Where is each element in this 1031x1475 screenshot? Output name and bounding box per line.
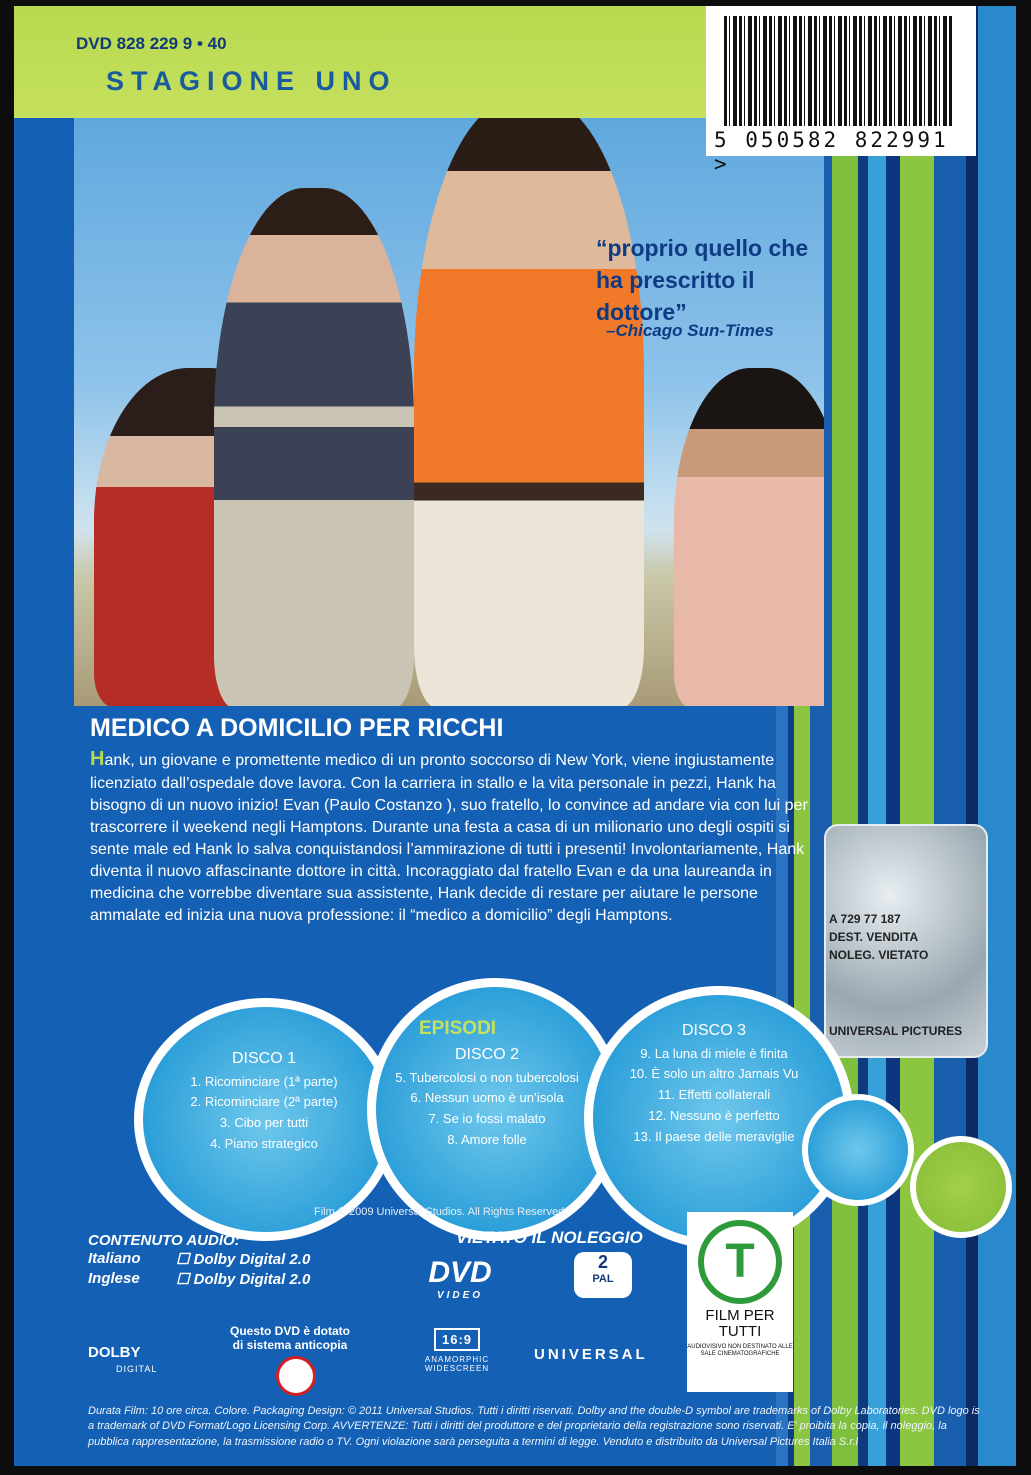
review-quote: “proprio quello che ha prescritto il dottore”	[596, 235, 809, 326]
universal-logo: UNIVERSAL	[534, 1346, 648, 1363]
audio-format: ☐ Dolby Digital 2.0	[176, 1251, 311, 1268]
region-number: 2	[597, 1252, 608, 1272]
hologram-line: DEST. VENDITA	[829, 930, 919, 944]
episode-item: 5. Tubercolosi o non tubercolosi	[395, 1069, 579, 1085]
episode-item: 1. Ricominciare (1ª parte)	[190, 1073, 338, 1089]
audio-language: Italiano	[88, 1250, 141, 1267]
synopsis-body: ank, un giovane e promettente medico di un pronto soccorso di New York, viene ingiustamente licenziato dall’ospedale dove lavora. Con la carriera in stallo e la vita personale in pezzi, Hank ha bisogno di un nuovo inizio! Evan (Paulo Costanzo ), suo fratello, lo convince ad andare via con lui per trascorrere il weekend negli Hamptons. Durante una festa a casa di un milionario uno degli ospiti si sente male ed Hank lo salva conquistandosi l’ammirazione di tutti i presenti! Involontariamente, Hank diventa il nuovo affascinante dottore in città. Incoraggiato dal fratello Evan e da una laureanda in medicina che vorrebbe diventare sua assistente, Hank decide di restare per aiutare le persone ammalate ed inizia una nuova professione: il “medico a domicilio” degli Hamptons.	[90, 752, 808, 924]
ratio-value: 16:9	[434, 1328, 480, 1351]
barcode-bars	[724, 16, 954, 126]
rating-text: FILM PER TUTTI	[705, 1307, 775, 1340]
hologram-line: NOLEG. VIETATO	[829, 948, 929, 962]
anamorphic-text: ANAMORPHIC WIDESCREEN	[424, 1355, 490, 1373]
dolby-digital-text: DIGITAL	[116, 1364, 158, 1374]
cast-member-striped-shirt	[214, 188, 414, 706]
hologram-line: A 729 77 187	[829, 912, 901, 926]
episode-item: 11. Effetti collaterali	[657, 1087, 771, 1103]
episode-item: 9. La luna di miele è finita	[640, 1045, 788, 1061]
episode-item: 13. Il paese delle meraviglie	[633, 1128, 795, 1144]
no-copy-icon	[276, 1356, 316, 1396]
barcode-number: 5 050582 822991 >	[714, 128, 949, 176]
cast-member-orange-shirt	[414, 118, 644, 706]
anticopy-notice: Questo DVD è dotato di sistema anticopia	[230, 1324, 351, 1352]
episode-item: 8. Amore folle	[447, 1131, 527, 1147]
review-source: –Chicago Sun-Times	[606, 321, 774, 340]
audio-content-label: CONTENUTO AUDIO:	[88, 1232, 240, 1249]
episode-item: 10. È solo un altro Jamais Vu	[629, 1066, 799, 1082]
dolby-logo: DOLBY	[88, 1344, 141, 1361]
rating-note: AUDIOVISIVO NON DESTINATO ALLE SALE CINEMATOGRAFICHE	[687, 1343, 793, 1357]
rating-certificate	[687, 1212, 793, 1392]
episodes-heading: EPISODI	[419, 1018, 497, 1039]
synopsis-title: MEDICO A DOMICILIO PER RICCHI	[90, 714, 504, 742]
episode-item: 3. Cibo per tutti	[219, 1115, 309, 1131]
synopsis-text	[90, 746, 820, 927]
hologram-line: UNIVERSAL PICTURES	[829, 1024, 963, 1038]
dvd-back-cover	[14, 6, 1016, 1466]
legal-fineprint: Durata Film: 10 ore circa. Colore. Packaging Design: © 2011 Universal Studios. Tutti i diritti riservati. Dolby and the double-D symbol are trademarks of Dolby Laboratories. DVD logo is a trademark of DVD Format/Logo Licensing Corp. AVVERTENZE: Tutti i diritti del produttore e del proprietario della registrazione sono riservati. E’ proibita la copia, il noleggio, la pubblica rappresentazione, la trasmissione radio o TV. Ogni violazione sarà perseguita a termini di legge. Venduto e distribuito da Universal Pictures Italia S.r.l	[88, 1405, 980, 1448]
cast-photo	[74, 118, 824, 706]
region-pal-badge	[574, 1252, 632, 1298]
season-label: STAGIONE UNO	[106, 66, 397, 96]
cast-member-woman-floral	[674, 368, 824, 706]
episode-item: 4. Piano strategico	[210, 1135, 318, 1151]
copyright-line: Film © 2009 Universal Studios. All Rights Reserved.	[314, 1206, 568, 1218]
dvd-logo-text: DVD	[428, 1256, 492, 1289]
rental-prohibited-label: VIETATO IL NOLEGGIO	[456, 1228, 643, 1247]
episode-item: 12. Nessuno è perfetto	[648, 1107, 780, 1123]
pal-text: PAL	[592, 1273, 614, 1285]
disc-title: DISCO 2	[454, 1046, 519, 1063]
dvd-video-logo	[412, 1256, 508, 1306]
disc-title: DISCO 3	[681, 1022, 746, 1039]
disc-3-list	[599, 1018, 829, 1148]
audio-language: Inglese	[88, 1270, 140, 1287]
episode-item: 7. Se io fossi malato	[428, 1111, 546, 1127]
audio-format: ☐ Dolby Digital 2.0	[176, 1271, 311, 1288]
episode-item: 2. Ricominciare (2ª parte)	[190, 1094, 338, 1110]
top-band	[14, 6, 824, 118]
synopsis-initial: H	[90, 748, 105, 770]
aspect-ratio-badge	[412, 1328, 502, 1373]
barcode	[706, 6, 976, 176]
rating-t-icon: T	[698, 1220, 782, 1304]
disc-1-list	[164, 1046, 364, 1155]
disc-2-list	[372, 1042, 602, 1151]
disc-title: DISCO 1	[231, 1050, 296, 1067]
episode-item: 6. Nessun uomo è un’isola	[410, 1090, 564, 1106]
dvd-video-text: VIDEO	[436, 1290, 484, 1301]
dvd-code: DVD 828 229 9 • 40	[76, 34, 227, 53]
decorative-circle-green	[910, 1136, 1012, 1238]
